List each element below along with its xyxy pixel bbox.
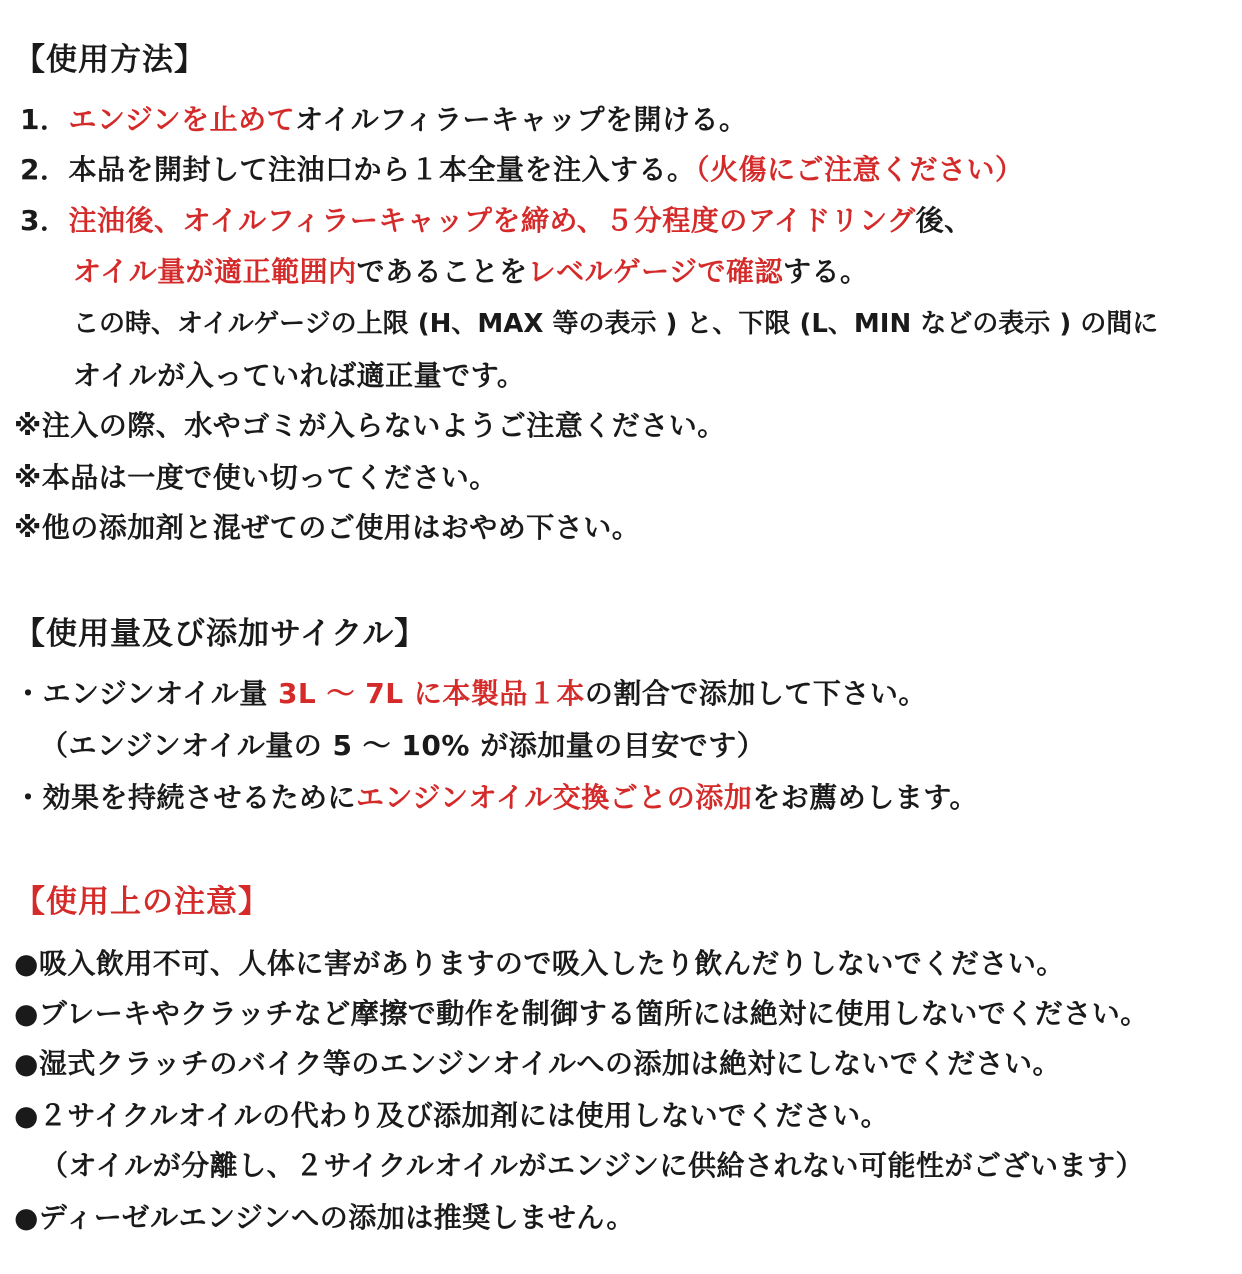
highlight-text: （火傷にご注意ください） <box>695 153 1024 186</box>
usage-note-1: ※注入の際、水やゴミが入らないようご注意ください。 <box>14 409 726 442</box>
usage-note-3: ※他の添加剤と混ぜてのご使用はおやめ下さい。 <box>14 511 641 544</box>
step-text: であることを <box>356 255 528 288</box>
caution-item-1: ●吸入飲用不可、人体に害がありますので吸入したり飲んだりしないでください。 <box>14 947 1065 980</box>
caution-item-3: ●湿式クラッチのバイク等のエンジンオイルへの添加は絶対にしないでください。 <box>14 1047 1062 1080</box>
cycle-bullet-1 <box>14 676 927 712</box>
caution-item-5: ●ディーゼルエンジンへの添加は推奨しません。 <box>14 1201 635 1234</box>
step-text: 後、 <box>915 204 973 237</box>
cycle-bullet-2 <box>14 780 978 816</box>
usage-step-3-line-4: オイルが入っていれば適正量です。 <box>73 359 526 392</box>
bullet-text: ・効果を持続させるために <box>14 781 357 814</box>
usage-step-3 <box>20 203 973 239</box>
step-number: 1． <box>20 103 69 136</box>
usage-heading: 【使用方法】 <box>14 42 206 78</box>
highlight-text: エンジンを止めて <box>68 103 296 136</box>
bullet-text: をお薦めします。 <box>752 781 978 814</box>
highlight-text: 3L ～ 7L に本製品１本 <box>277 677 585 710</box>
caution-heading: 【使用上の注意】 <box>14 884 270 920</box>
usage-step-3-line-3: この時、オイルゲージの上限 (H、MAX 等の表示 ) と、下限 (L、MIN などの表示 ) の間に <box>73 309 1159 339</box>
usage-note-2: ※本品は一度で使い切ってください。 <box>14 461 498 494</box>
step-text: 本品を開封して注油口から１本全量を注入する。 <box>68 153 696 186</box>
usage-step-3-line-2 <box>73 254 869 290</box>
bullet-text: ・エンジンオイル量 <box>14 677 278 710</box>
highlight-text: 注油後、オイルフィラーキャップを締め、５分程度のアイドリング <box>68 204 916 237</box>
step-text: する。 <box>783 255 869 288</box>
step-number: 3． <box>20 204 69 237</box>
cycle-heading: 【使用量及び添加サイクル】 <box>14 616 427 652</box>
highlight-text: オイル量が適正範囲内 <box>73 255 357 288</box>
usage-step-1 <box>20 102 747 138</box>
cycle-bullet-1-sub: （エンジンオイル量の 5 ～ 10% が添加量の目安です） <box>40 729 766 762</box>
caution-item-2: ●ブレーキやクラッチなど摩擦で動作を制御する箇所には絶対に使用しないでください。 <box>14 997 1149 1030</box>
caution-item-4: ●２サイクルオイルの代わり及び添加剤には使用しないでください。 <box>14 1099 890 1132</box>
step-text: オイルフィラーキャップを開ける。 <box>295 103 748 136</box>
highlight-text: レベルゲージで確認 <box>527 255 784 288</box>
usage-step-2 <box>20 152 1024 188</box>
highlight-text: エンジンオイル交換ごとの添加 <box>356 781 753 814</box>
step-number: 2． <box>20 153 69 186</box>
bullet-text: の割合で添加して下さい。 <box>584 677 927 710</box>
caution-item-4-sub: （オイルが分離し、２サイクルオイルがエンジンに供給されない可能性がございます） <box>40 1149 1144 1182</box>
